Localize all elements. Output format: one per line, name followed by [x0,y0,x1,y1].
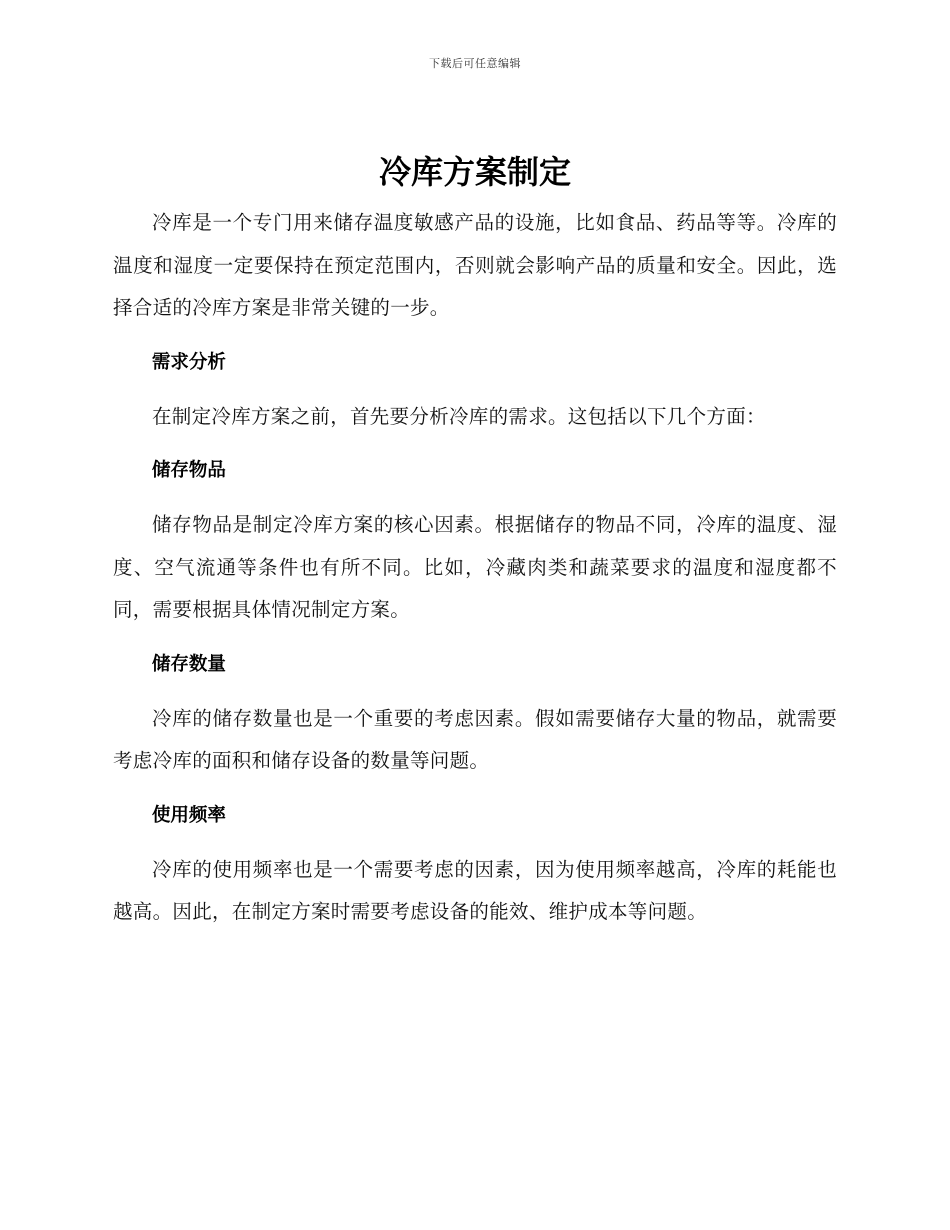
section-paragraph-stored-items: 储存物品是制定冷库方案的核心因素。根据储存的物品不同，冷库的温度、湿度、空气流通等条件也有所不同。比如，冷藏肉类和蔬菜要求的温度和湿度都不同，需要根据具体情况制定方案。 [113,513,837,621]
section-paragraph-storage-quantity: 冷库的储存数量也是一个重要的考虑因素。假如需要储存大量的物品，就需要考虑冷库的面积和储存设备的数量等问题。 [113,706,837,772]
document-title: 冷库方案制定 [378,153,571,191]
section-heading-storage-quantity: 储存数量 [151,653,226,675]
section-paragraph-usage-frequency: 冷库的使用频率也是一个需要考虑的因素，因为使用频率越高，冷库的耗能也越高。因此，在制定方案时需要考虑设备的能效、维护成本等问题。 [113,857,837,923]
document-body [113,150,837,934]
section-heading-stored-items: 储存物品 [151,460,226,481]
section-paragraph-requirements: 在制定冷库方案之前，首先要分析冷库的需求。这包括以下几个方面： [152,404,766,428]
section-heading-usage-frequency: 使用频率 [151,804,226,826]
section-heading-requirements: 需求分析 [151,351,226,373]
intro-paragraph: 冷库是一个专门用来储存温度敏感产品的设施，比如食品、药品等等。冷库的温度和湿度一定要保持在预定范围内，否则就会影响产品的质量和安全。因此，选择合适的冷库方案是非常关键的一步。 [113,211,837,319]
header-note: 下载后可任意编辑 [429,57,521,70]
